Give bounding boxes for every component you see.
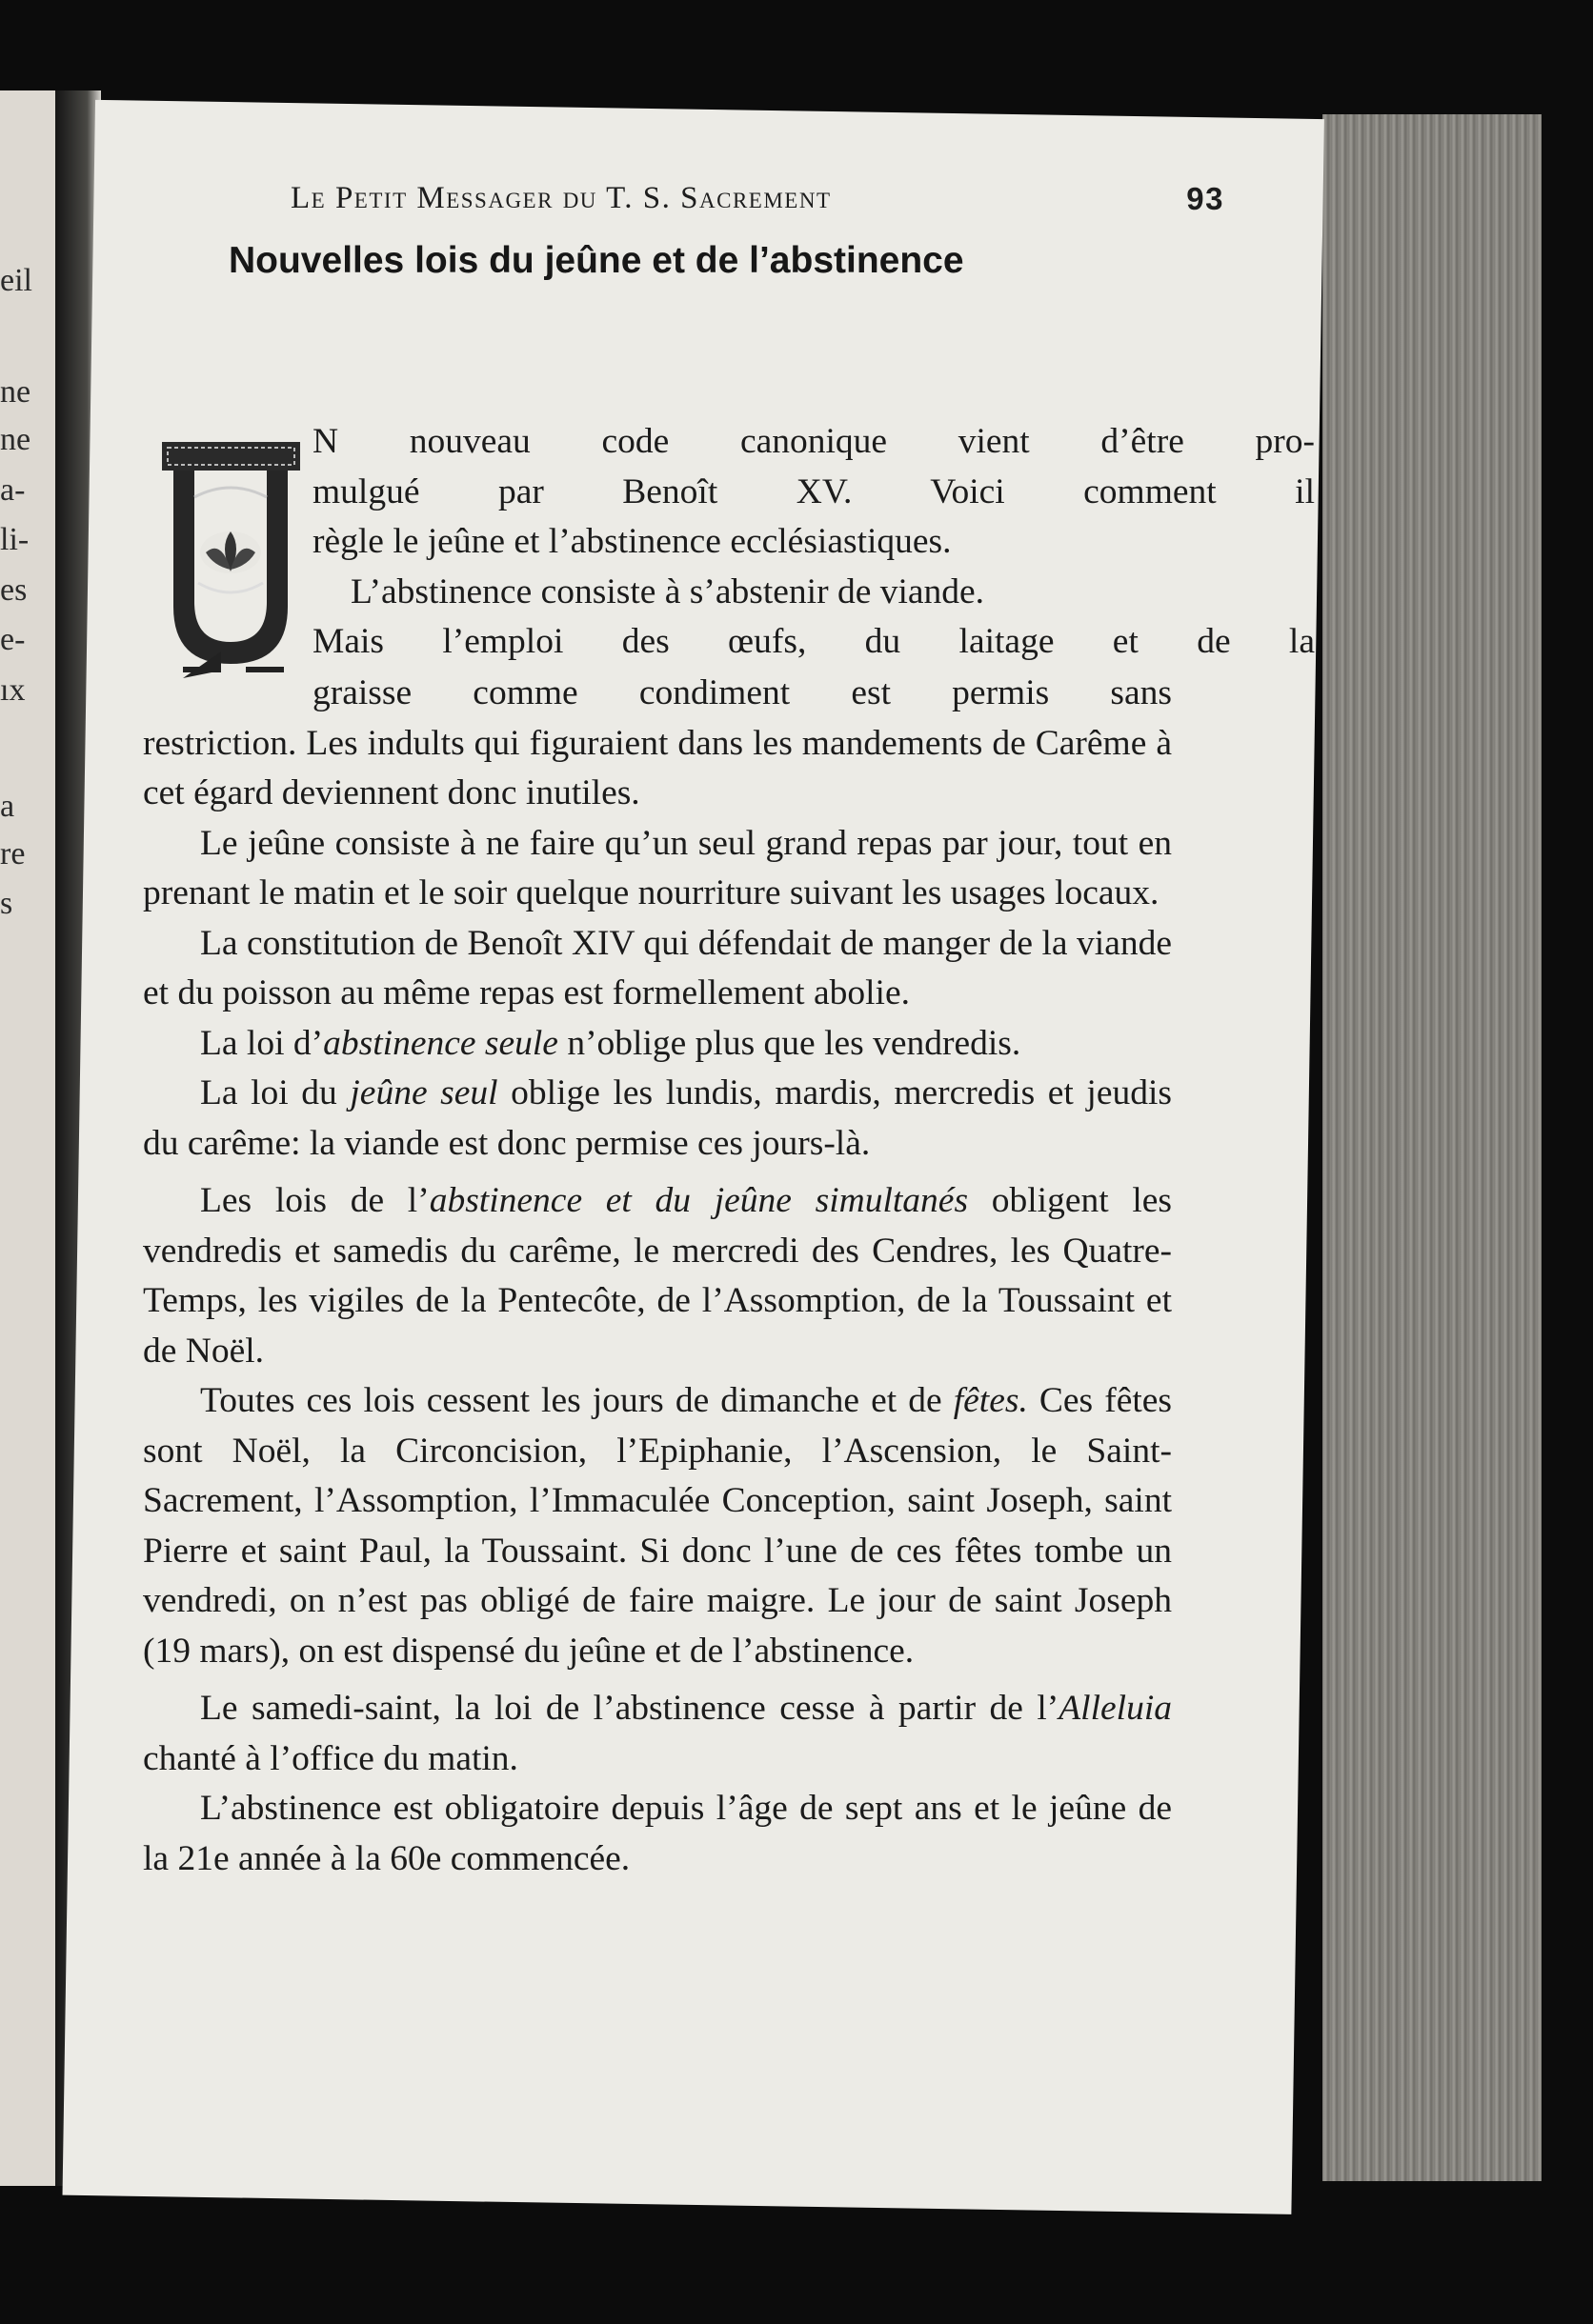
adjacent-page-text: li- [0,522,30,557]
adjacent-page-text: es [0,572,28,608]
paragraph-samedi-saint: Le samedi-saint, la loi de l’abstinence cesse à partir de l’Alleluia chanté à l’office du matin. [143,1689,1172,1778]
adjacent-page-text: eil [0,263,32,298]
page-number: 93 [1186,181,1224,216]
adjacent-page-fragment [0,90,55,2186]
intro-line: mulgué par Benoît XV. Voici comment il [313,471,1315,511]
abstinence-line: Mais l’emploi des œufs, du laitage et de la [313,622,1315,661]
adjacent-page-text: ıx [0,672,26,708]
abstinence-line: L’abstinence consiste à s’abstenir de viande. [351,571,985,611]
emphasis: abstinence et du jeûne simultanés [429,1181,969,1220]
emphasis: Alleluia [1059,1689,1172,1728]
emphasis: fêtes. [953,1381,1028,1420]
running-head-title: Le Petit Messager du T. S. Sacrement [291,181,832,215]
adjacent-page-text: ne [0,374,31,410]
paragraph-constitution: La constitution de Benoît XIV qui défendait de manger de la viande et du poisson au même repas est formellement abolie. [143,923,1172,1012]
emphasis: abstinence seule [323,1023,558,1063]
paragraph-jeune: Le jeûne consiste à ne faire qu’un seul grand repas par jour, tout en prenant le matin et le soir quelque nourriture suivant les usages locaux. [143,823,1172,912]
adjacent-page-text: s [0,886,13,921]
paragraph-age: L’abstinence est obligatoire depuis l’âge de sept ans et le jeûne de la 21e année à la 60e commencée. [143,1789,1172,1878]
adjacent-page-text: ne [0,422,31,457]
paragraph-simultanes: Les lois de l’abstinence et du jeûne simultanés obligent les vendredis et samedis du carême, le mercredi des Cendres, les Quatre-Temps, les vigiles de la Pentecôte, de l’Assomption, de la Toussaint et de Noël. [143,1181,1172,1371]
paragraph-abstinence-tail: restriction. Les indults qui figuraient dans les mandements de Carême à cet égard deviennent donc inutiles. [143,723,1172,812]
adjacent-page-text: re [0,836,26,872]
paragraph-abstinence-seule: La loi d’abstinence seule n’oblige plus que les vendredis. [200,1023,1021,1063]
adjacent-page-text: a [0,789,15,824]
adjacent-page-text: e- [0,622,26,657]
intro-line: règle le jeûne et l’abstinence ecclésiastiques. [313,522,952,561]
page-stack-edge [1322,114,1542,2181]
running-head [195,181,1224,238]
adjacent-page-text: a- [0,472,26,508]
article-body [143,419,1315,1884]
abstinence-line: graisse comme condiment est permis sans [313,673,1172,712]
paragraph-jeune-seul: La loi du jeûne seul oblige les lundis, mardis, mercredis et jeudis du carême: la viande est donc permise ces jours-là. [143,1073,1172,1163]
intro-line: N nouveau code canonique vient d’être pro- [313,422,1315,461]
emphasis: jeûne seul [350,1073,498,1112]
paragraph-fetes: Toutes ces lois cessent les jours de dimanche et de fêtes. Ces fêtes sont Noël, la Circoncision, l’Epiphanie, l’Ascension, le Saint-Sacrement, l’Assomption, l’Immaculée Conception, saint Joseph, saint Pierre et saint Paul, la Toussaint. Si donc l’une de ces fêtes tombe un vendredi, on n’est pas obligé de faire maigre. Le jour de saint Joseph (19 mars), on est dispensé du jeûne et de l’abstinence. [143,1381,1172,1671]
article-title: Nouvelles lois du jeûne et de l’abstinence [229,240,964,281]
